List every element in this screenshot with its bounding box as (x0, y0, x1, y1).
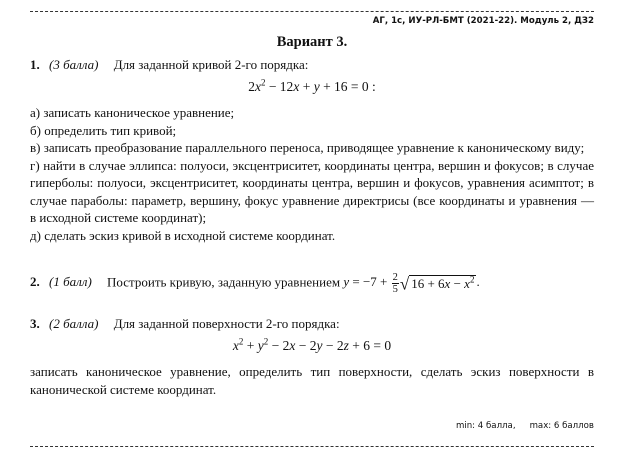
task3-intro: Для заданной поверхности 2-го порядка: (113, 316, 340, 331)
f1-exp: 2 (260, 77, 266, 88)
f2-rad-a: 16 + 6 (411, 276, 445, 292)
bottom-dashed-rule (30, 446, 594, 447)
sqrt-icon: √ (399, 274, 410, 294)
f3-exp-y: 2 (263, 336, 269, 347)
top-dashed-rule (30, 11, 594, 12)
variant-title: Вариант 3. (276, 34, 348, 50)
f3-var-y2: y (316, 338, 323, 353)
task3-points: (2 балла) (49, 316, 99, 331)
f1-plus: + (299, 79, 314, 94)
f3-minus-2x: − 2 (268, 338, 290, 353)
task2-text: Построить кривую, заданную уравнением (107, 274, 341, 290)
f2-var-y: y (343, 274, 350, 290)
task3-number: 3. (30, 316, 40, 331)
f1-var-x2: x (293, 79, 300, 94)
task2-points: (1 балл) (49, 274, 92, 290)
f2-eq: = −7 + (349, 274, 391, 290)
f3-var-x: x (232, 338, 239, 353)
task1-heading (30, 56, 594, 74)
f3-exp-x: 2 (238, 336, 244, 347)
task2-number: 2. (30, 274, 40, 290)
f2-sqrt (399, 274, 480, 294)
task1-item-a: а) записать каноническое уравнение; (30, 105, 235, 120)
course-header: АГ, 1с, ИУ-РЛ-БМТ (2021-22). Модуль 2, ДЗ2 (372, 16, 594, 26)
f1-var-y: y (313, 79, 320, 94)
task2-formula (343, 272, 480, 295)
task1-item-g: г) найти в случае эллипса: полуоси, эксцентриситет, координаты центра, вершин и фокусов; в случае гиперболы: полуоси, эксцентриситет, координаты центра, вершин и фокусов, уравнения асимптот; в случае параболы: параметр, вершину, фокус уравнение директрисы (все координаты и уравнения — в исходной системе координат); (30, 157, 594, 225)
f3-var-z: z (343, 338, 349, 353)
f2-rad-x: x (444, 276, 451, 292)
f2-rad-x2: x (464, 276, 470, 292)
task1-item-d: д) сделать эскиз кривой в исходной системе координат. (30, 227, 336, 243)
f3-plus: + (243, 338, 258, 353)
task1-intro: Для заданной кривой 2-го порядка: (113, 57, 309, 72)
f1-var-x: x (254, 79, 261, 94)
f1-coef: 2 (248, 79, 255, 94)
f1-term2: − 12 (265, 79, 294, 94)
f3-minus-2y: − 2 (295, 338, 317, 353)
f2-rad-exp: 2 (469, 275, 475, 286)
min-score: min: 4 балла, (455, 421, 516, 431)
score-footer (456, 421, 594, 431)
f2-rad-minus: − (450, 276, 465, 292)
task3-formula (0, 338, 624, 354)
f3-minus-2z: − 2 (322, 338, 344, 353)
task2-line (30, 272, 594, 295)
f3-var-x2: x (289, 338, 296, 353)
f1-rhs: + 16 = 0 : (319, 79, 376, 94)
f3-rhs: + 6 = 0 (348, 338, 392, 353)
task1-item-v: в) записать преобразование параллельного переноса, приводящее уравнение к каноническому виду; (30, 140, 585, 155)
f2-radicand (409, 275, 476, 291)
task1-number: 1. (30, 57, 40, 72)
f2-end: . (476, 274, 480, 290)
task3-heading (30, 315, 594, 333)
task1-formula (0, 79, 624, 95)
f2-numerator: 2 (392, 272, 398, 283)
f2-fraction (392, 272, 399, 295)
f2-denominator: 5 (392, 284, 398, 295)
max-score: max: 6 баллов (529, 421, 594, 431)
task1-item-b: б) определить тип кривой; (30, 122, 177, 138)
task1-items (30, 104, 594, 244)
f3-var-y: y (257, 338, 264, 353)
task3-text: записать каноническое уравнение, определить тип поверхности, сделать эскиз поверхности в канонической системе координат. (30, 364, 594, 397)
task1-points: (3 балла) (49, 57, 99, 72)
